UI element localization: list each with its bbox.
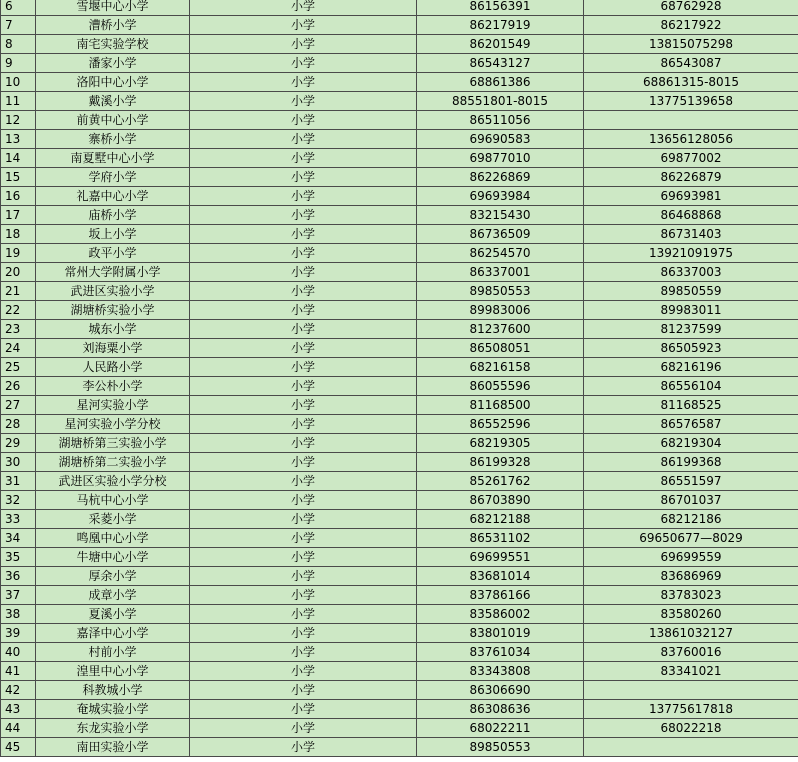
school-type-cell[interactable]: 小学: [190, 73, 417, 92]
school-name-cell[interactable]: 科教城小学: [36, 681, 190, 700]
row-number-cell[interactable]: 34: [1, 529, 36, 548]
school-name-cell[interactable]: 戴溪小学: [36, 92, 190, 111]
school-name-cell[interactable]: 湖塘桥实验小学: [36, 301, 190, 320]
phone-2-cell[interactable]: 86505923: [584, 339, 798, 358]
school-type-cell[interactable]: 小学: [190, 624, 417, 643]
school-name-cell[interactable]: 李公朴小学: [36, 377, 190, 396]
phone-2-cell[interactable]: 89850559: [584, 282, 798, 301]
row-number-cell[interactable]: 18: [1, 225, 36, 244]
phone-2-cell[interactable]: 68022218: [584, 719, 798, 738]
table-row: [1, 719, 798, 738]
row-number-cell[interactable]: 28: [1, 415, 36, 434]
table-row: [1, 111, 798, 130]
school-name-cell[interactable]: 政平小学: [36, 244, 190, 263]
row-number-cell[interactable]: 13: [1, 130, 36, 149]
table-row: [1, 16, 798, 35]
row-number-cell[interactable]: 14: [1, 149, 36, 168]
phone-2-cell[interactable]: 68212186: [584, 510, 798, 529]
school-type-cell[interactable]: 小学: [190, 187, 417, 206]
row-number-cell[interactable]: 19: [1, 244, 36, 263]
row-number-cell[interactable]: 24: [1, 339, 36, 358]
phone-2-cell[interactable]: [584, 738, 798, 757]
table-row: [1, 643, 798, 662]
phone-2-cell[interactable]: 83783023: [584, 586, 798, 605]
school-name-cell[interactable]: 星河实验小学: [36, 396, 190, 415]
school-name-cell[interactable]: 漕桥小学: [36, 16, 190, 35]
school-type-cell[interactable]: 小学: [190, 168, 417, 187]
school-type-cell[interactable]: 小学: [190, 529, 417, 548]
school-type-cell[interactable]: 小学: [190, 35, 417, 54]
school-name-cell[interactable]: 庙桥小学: [36, 206, 190, 225]
phone-2-cell[interactable]: 81237599: [584, 320, 798, 339]
school-name-cell[interactable]: 村前小学: [36, 643, 190, 662]
table-row: [1, 605, 798, 624]
table-row: [1, 282, 798, 301]
phone-1-cell[interactable]: 86508051: [417, 339, 584, 358]
school-name-cell[interactable]: 马杭中心小学: [36, 491, 190, 510]
table-row: [1, 662, 798, 681]
table-row: [1, 130, 798, 149]
phone-2-cell[interactable]: [584, 681, 798, 700]
school-type-cell[interactable]: 小学: [190, 548, 417, 567]
row-number-cell[interactable]: 6: [1, 0, 36, 16]
phone-2-cell[interactable]: 68219304: [584, 434, 798, 453]
row-number-cell[interactable]: 32: [1, 491, 36, 510]
school-type-cell[interactable]: 小学: [190, 377, 417, 396]
phone-1-cell[interactable]: 69693984: [417, 187, 584, 206]
school-type-cell[interactable]: 小学: [190, 263, 417, 282]
school-type-cell[interactable]: 小学: [190, 586, 417, 605]
school-name-cell[interactable]: 南宅实验学校: [36, 35, 190, 54]
phone-1-cell[interactable]: 83586002: [417, 605, 584, 624]
phone-2-cell[interactable]: 68216196: [584, 358, 798, 377]
table-row: [1, 681, 798, 700]
row-number-cell[interactable]: 29: [1, 434, 36, 453]
phone-2-cell[interactable]: [584, 111, 798, 130]
phone-2-cell[interactable]: 89983011: [584, 301, 798, 320]
school-type-cell[interactable]: 小学: [190, 206, 417, 225]
row-number-cell[interactable]: 39: [1, 624, 36, 643]
school-type-cell[interactable]: 小学: [190, 16, 417, 35]
school-type-cell[interactable]: 小学: [190, 434, 417, 453]
phone-2-cell[interactable]: 86543087: [584, 54, 798, 73]
table-row: [1, 567, 798, 586]
table-row: [1, 73, 798, 92]
school-type-cell[interactable]: 小学: [190, 681, 417, 700]
school-type-cell[interactable]: 小学: [190, 0, 417, 16]
row-number-cell[interactable]: 30: [1, 453, 36, 472]
phone-2-cell[interactable]: 13775139658: [584, 92, 798, 111]
school-name-cell[interactable]: 武进区实验小学分校: [36, 472, 190, 491]
phone-2-cell[interactable]: 68861315-8015: [584, 73, 798, 92]
phone-2-cell[interactable]: 86551597: [584, 472, 798, 491]
phone-1-cell[interactable]: 86156391: [417, 0, 584, 16]
school-type-cell[interactable]: 小学: [190, 301, 417, 320]
phone-1-cell[interactable]: 83215430: [417, 206, 584, 225]
phone-2-cell[interactable]: 81168525: [584, 396, 798, 415]
row-number-cell[interactable]: 27: [1, 396, 36, 415]
phone-2-cell[interactable]: 13861032127: [584, 624, 798, 643]
school-type-cell[interactable]: 小学: [190, 358, 417, 377]
school-type-cell[interactable]: 小学: [190, 510, 417, 529]
school-name-cell[interactable]: 嘉泽中心小学: [36, 624, 190, 643]
phone-2-cell[interactable]: 83760016: [584, 643, 798, 662]
phone-1-cell[interactable]: 69699551: [417, 548, 584, 567]
phone-1-cell[interactable]: 86511056: [417, 111, 584, 130]
phone-1-cell[interactable]: 85261762: [417, 472, 584, 491]
school-type-cell[interactable]: 小学: [190, 472, 417, 491]
phone-1-cell[interactable]: 83786166: [417, 586, 584, 605]
phone-1-cell[interactable]: 86703890: [417, 491, 584, 510]
phone-2-cell[interactable]: 13656128056: [584, 130, 798, 149]
phone-1-cell[interactable]: 89850553: [417, 282, 584, 301]
school-type-cell[interactable]: 小学: [190, 225, 417, 244]
row-number-cell[interactable]: 36: [1, 567, 36, 586]
school-name-cell[interactable]: 星河实验小学分校: [36, 415, 190, 434]
phone-2-cell[interactable]: 69693981: [584, 187, 798, 206]
phone-1-cell[interactable]: 68216158: [417, 358, 584, 377]
phone-2-cell[interactable]: 86217922: [584, 16, 798, 35]
table-row: [1, 35, 798, 54]
table-row: [1, 624, 798, 643]
table-row: [1, 263, 798, 282]
table-row: [1, 434, 798, 453]
school-name-cell[interactable]: 采菱小学: [36, 510, 190, 529]
phone-1-cell[interactable]: 88551801-8015: [417, 92, 584, 111]
phone-1-cell[interactable]: 68212188: [417, 510, 584, 529]
school-name-cell[interactable]: 前黄中心小学: [36, 111, 190, 130]
phone-1-cell[interactable]: 68219305: [417, 434, 584, 453]
phone-1-cell[interactable]: 86308636: [417, 700, 584, 719]
school-type-cell[interactable]: 小学: [190, 339, 417, 358]
school-name-cell[interactable]: 雪堰中心小学: [36, 0, 190, 16]
table-row: [1, 168, 798, 187]
table-row: [1, 244, 798, 263]
phone-2-cell[interactable]: 86556104: [584, 377, 798, 396]
school-name-cell[interactable]: 人民路小学: [36, 358, 190, 377]
table-row: [1, 206, 798, 225]
school-name-cell[interactable]: 常州大学附属小学: [36, 263, 190, 282]
row-number-cell[interactable]: 20: [1, 263, 36, 282]
phone-2-cell[interactable]: 86576587: [584, 415, 798, 434]
school-name-cell[interactable]: 洛阳中心小学: [36, 73, 190, 92]
phone-2-cell[interactable]: 69877002: [584, 149, 798, 168]
school-type-cell[interactable]: 小学: [190, 719, 417, 738]
row-number-cell[interactable]: 37: [1, 586, 36, 605]
school-name-cell[interactable]: 坂上小学: [36, 225, 190, 244]
row-number-cell[interactable]: 43: [1, 700, 36, 719]
school-type-cell[interactable]: 小学: [190, 738, 417, 757]
school-type-cell[interactable]: 小学: [190, 396, 417, 415]
school-name-cell[interactable]: 厚余小学: [36, 567, 190, 586]
phone-1-cell[interactable]: 83343808: [417, 662, 584, 681]
table-row: [1, 149, 798, 168]
school-name-cell[interactable]: 武进区实验小学: [36, 282, 190, 301]
phone-2-cell[interactable]: 83686969: [584, 567, 798, 586]
school-type-cell[interactable]: 小学: [190, 415, 417, 434]
school-type-cell[interactable]: 小学: [190, 111, 417, 130]
school-name-cell[interactable]: 成章小学: [36, 586, 190, 605]
row-number-cell[interactable]: 7: [1, 16, 36, 35]
table-row: [1, 54, 798, 73]
phone-1-cell[interactable]: 86736509: [417, 225, 584, 244]
phone-2-cell[interactable]: 13921091975: [584, 244, 798, 263]
phone-1-cell[interactable]: 86201549: [417, 35, 584, 54]
phone-2-cell[interactable]: 13775617818: [584, 700, 798, 719]
row-number-cell[interactable]: 11: [1, 92, 36, 111]
row-number-cell[interactable]: 44: [1, 719, 36, 738]
phone-2-cell[interactable]: 86337003: [584, 263, 798, 282]
phone-2-cell[interactable]: 86701037: [584, 491, 798, 510]
school-type-cell[interactable]: 小学: [190, 92, 417, 111]
school-type-cell[interactable]: 小学: [190, 491, 417, 510]
school-name-cell[interactable]: 寨桥小学: [36, 130, 190, 149]
phone-1-cell[interactable]: 86337001: [417, 263, 584, 282]
row-number-cell[interactable]: 38: [1, 605, 36, 624]
row-number-cell[interactable]: 40: [1, 643, 36, 662]
phone-1-cell[interactable]: 89850553: [417, 738, 584, 757]
school-type-cell[interactable]: 小学: [190, 567, 417, 586]
school-type-cell[interactable]: 小学: [190, 320, 417, 339]
table-row: [1, 472, 798, 491]
table-row: [1, 320, 798, 339]
school-type-cell[interactable]: 小学: [190, 605, 417, 624]
phone-1-cell[interactable]: 83761034: [417, 643, 584, 662]
phone-1-cell[interactable]: 86254570: [417, 244, 584, 263]
school-type-cell[interactable]: 小学: [190, 662, 417, 681]
phone-1-cell[interactable]: 69877010: [417, 149, 584, 168]
school-type-cell[interactable]: 小学: [190, 453, 417, 472]
table-row: [1, 0, 798, 16]
phone-2-cell[interactable]: 13815075298: [584, 35, 798, 54]
school-name-cell[interactable]: 奄城实验小学: [36, 700, 190, 719]
phone-2-cell[interactable]: 69699559: [584, 548, 798, 567]
table-row: [1, 700, 798, 719]
phone-1-cell[interactable]: 86543127: [417, 54, 584, 73]
phone-1-cell[interactable]: 86055596: [417, 377, 584, 396]
school-type-cell[interactable]: 小学: [190, 643, 417, 662]
table-row: [1, 225, 798, 244]
row-number-cell[interactable]: 17: [1, 206, 36, 225]
row-number-cell[interactable]: 21: [1, 282, 36, 301]
school-name-cell[interactable]: 城东小学: [36, 320, 190, 339]
phone-1-cell[interactable]: 86199328: [417, 453, 584, 472]
school-name-cell[interactable]: 湖塘桥第二实验小学: [36, 453, 190, 472]
table-row: [1, 301, 798, 320]
row-number-cell[interactable]: 16: [1, 187, 36, 206]
row-number-cell[interactable]: 26: [1, 377, 36, 396]
row-number-cell[interactable]: 12: [1, 111, 36, 130]
row-number-cell[interactable]: 9: [1, 54, 36, 73]
phone-2-cell[interactable]: 86199368: [584, 453, 798, 472]
school-name-cell[interactable]: 鸣凰中心小学: [36, 529, 190, 548]
row-number-cell[interactable]: 22: [1, 301, 36, 320]
row-number-cell[interactable]: 8: [1, 35, 36, 54]
phone-1-cell[interactable]: 89983006: [417, 301, 584, 320]
phone-1-cell[interactable]: 86531102: [417, 529, 584, 548]
phone-1-cell[interactable]: 86217919: [417, 16, 584, 35]
table-row: [1, 453, 798, 472]
school-name-cell[interactable]: 湟里中心小学: [36, 662, 190, 681]
school-name-cell[interactable]: 东龙实验小学: [36, 719, 190, 738]
table-row: [1, 377, 798, 396]
school-type-cell[interactable]: 小学: [190, 282, 417, 301]
table-row: [1, 396, 798, 415]
phone-1-cell[interactable]: 68022211: [417, 719, 584, 738]
school-name-cell[interactable]: 潘家小学: [36, 54, 190, 73]
row-number-cell[interactable]: 10: [1, 73, 36, 92]
school-name-cell[interactable]: 学府小学: [36, 168, 190, 187]
phone-1-cell[interactable]: 81237600: [417, 320, 584, 339]
school-name-cell[interactable]: 礼嘉中心小学: [36, 187, 190, 206]
school-name-cell[interactable]: 南夏墅中心小学: [36, 149, 190, 168]
table-row: [1, 738, 798, 757]
phone-1-cell[interactable]: 83681014: [417, 567, 584, 586]
phone-1-cell[interactable]: 69690583: [417, 130, 584, 149]
row-number-cell[interactable]: 33: [1, 510, 36, 529]
phone-1-cell[interactable]: 86552596: [417, 415, 584, 434]
table-row: [1, 358, 798, 377]
table-row: [1, 586, 798, 605]
row-number-cell[interactable]: 35: [1, 548, 36, 567]
row-number-cell[interactable]: 31: [1, 472, 36, 491]
phone-2-cell[interactable]: 86731403: [584, 225, 798, 244]
row-number-cell[interactable]: 45: [1, 738, 36, 757]
school-type-cell[interactable]: 小学: [190, 700, 417, 719]
row-number-cell[interactable]: 42: [1, 681, 36, 700]
table-row: [1, 491, 798, 510]
phone-2-cell[interactable]: 86226879: [584, 168, 798, 187]
row-number-cell[interactable]: 23: [1, 320, 36, 339]
table-row: [1, 92, 798, 111]
phone-2-cell[interactable]: 83341021: [584, 662, 798, 681]
table-row: [1, 529, 798, 548]
table-row: [1, 548, 798, 567]
phone-1-cell[interactable]: 83801019: [417, 624, 584, 643]
phone-2-cell[interactable]: 86468868: [584, 206, 798, 225]
school-name-cell[interactable]: 夏溪小学: [36, 605, 190, 624]
phone-1-cell[interactable]: 86306690: [417, 681, 584, 700]
school-name-cell[interactable]: 南田实验小学: [36, 738, 190, 757]
school-type-cell[interactable]: 小学: [190, 54, 417, 73]
table-row: [1, 339, 798, 358]
table-row: [1, 187, 798, 206]
row-number-cell[interactable]: 15: [1, 168, 36, 187]
table-row: [1, 415, 798, 434]
phone-1-cell[interactable]: 86226869: [417, 168, 584, 187]
table-row: [1, 510, 798, 529]
school-type-cell[interactable]: 小学: [190, 244, 417, 263]
school-name-cell[interactable]: 刘海粟小学: [36, 339, 190, 358]
phone-2-cell[interactable]: 83580260: [584, 605, 798, 624]
school-type-cell[interactable]: 小学: [190, 130, 417, 149]
phone-1-cell[interactable]: 81168500: [417, 396, 584, 415]
phone-2-cell[interactable]: 69650677—8029: [584, 529, 798, 548]
school-name-cell[interactable]: 牛塘中心小学: [36, 548, 190, 567]
table-body: [1, 0, 798, 757]
row-number-cell[interactable]: 41: [1, 662, 36, 681]
phone-2-cell[interactable]: 68762928: [584, 0, 798, 16]
school-type-cell[interactable]: 小学: [190, 149, 417, 168]
school-name-cell[interactable]: 湖塘桥第三实验小学: [36, 434, 190, 453]
row-number-cell[interactable]: 25: [1, 358, 36, 377]
phone-1-cell[interactable]: 68861386: [417, 73, 584, 92]
